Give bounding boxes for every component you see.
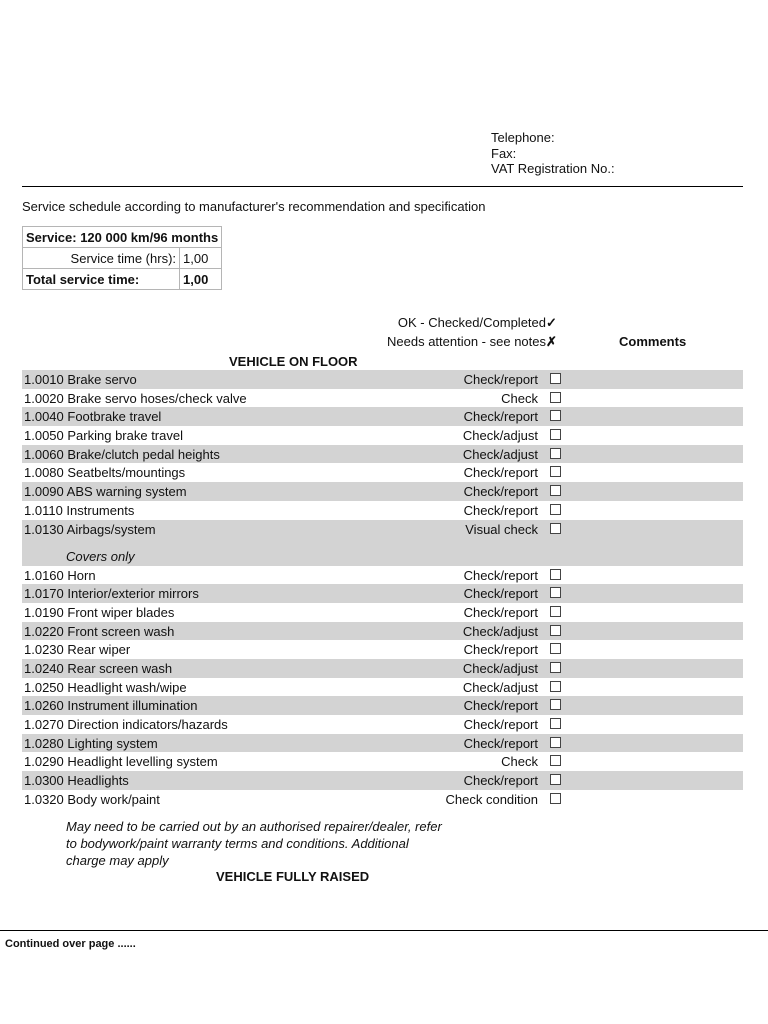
checklist-row [22, 501, 743, 520]
checkbox[interactable] [550, 504, 561, 515]
checklist-item-label: 1.0050 Parking brake travel [24, 428, 183, 444]
checkbox[interactable] [550, 569, 561, 580]
checklist-action: Check/report [463, 567, 538, 583]
service-time-label: Service time (hrs): [23, 248, 180, 269]
checkbox[interactable] [550, 523, 561, 534]
checklist-action: Check/report [463, 409, 538, 425]
telephone-label: Telephone: [491, 130, 555, 145]
checklist-item-label: 1.0270 Direction indicators/hazards [24, 717, 228, 732]
bodywork-note-line: to bodywork/paint warranty terms and conditions. Additional [66, 836, 409, 851]
bodywork-note-line: May need to be carried out by an authorised repairer/dealer, refer [66, 819, 442, 834]
checklist-item-label: 1.0160 Horn [24, 567, 96, 583]
checkmark-icon: ✓ [546, 315, 557, 330]
checklist-action: Check/adjust [462, 660, 538, 676]
checklist-row [22, 752, 743, 771]
checklist-action: Check/report [463, 773, 538, 789]
checklist-item-label: 1.0250 Headlight wash/wipe [24, 679, 187, 695]
checklist-item-label: 1.0090 ABS warning system [24, 484, 187, 500]
legend-ok [398, 315, 562, 331]
checklist-action: Check/adjust [462, 623, 538, 639]
checklist-row [22, 426, 743, 445]
checkbox[interactable] [550, 373, 561, 384]
checklist-row [22, 389, 743, 408]
checkbox[interactable] [550, 681, 561, 692]
checklist-row [22, 584, 743, 603]
bodywork-note [66, 818, 442, 869]
bodywork-note-line: charge may apply [66, 853, 169, 868]
checklist-action: Check/adjust [462, 679, 538, 695]
checklist-item-label: 1.0190 Front wiper blades [24, 604, 175, 620]
footer-divider [0, 930, 768, 931]
checkbox[interactable] [550, 429, 561, 440]
checklist-item-label: 1.0320 Body work/paint [24, 791, 160, 807]
checklist-row [22, 678, 743, 697]
total-service-time-label: Total service time: [23, 269, 180, 290]
checklist-row [22, 715, 743, 734]
legend-attention-label: Needs attention - see notes [387, 334, 546, 349]
checklist-row [22, 734, 743, 753]
checkbox[interactable] [550, 699, 561, 710]
checklist-action: Check/report [463, 698, 538, 714]
intro-text: Service schedule according to manufacturer's recommendation and specification [22, 199, 486, 214]
checklist-item-label: 1.0040 Footbrake travel [24, 409, 162, 425]
checkbox[interactable] [550, 606, 561, 617]
checklist-action: Check/report [463, 735, 538, 751]
checklist-action: Check/report [463, 586, 538, 602]
checklist-action: Check/report [463, 465, 538, 481]
checklist-row [22, 566, 743, 585]
checkbox[interactable] [550, 485, 561, 496]
checklist-row [22, 482, 743, 501]
checkbox[interactable] [550, 737, 561, 748]
checklist-row [22, 622, 743, 641]
checklist-row [22, 520, 743, 566]
checkbox[interactable] [550, 410, 561, 421]
checkbox[interactable] [550, 793, 561, 804]
service-summary-table [22, 226, 222, 290]
checkbox[interactable] [550, 755, 561, 766]
checklist-item-label: 1.0240 Rear screen wash [24, 660, 173, 676]
section-vehicle-fully-raised: VEHICLE FULLY RAISED [216, 869, 370, 884]
checklist-item-label: 1.0110 Instruments [24, 502, 135, 518]
checklist-item-label: 1.0020 Brake servo hoses/check valve [24, 390, 247, 406]
checklist-row [22, 445, 743, 464]
checklist-row [22, 640, 743, 659]
checkbox[interactable] [550, 625, 561, 636]
continued-note: Continued over page ...... [5, 938, 136, 950]
checklist-action: Check condition [445, 791, 538, 807]
comments-header: Comments [619, 334, 687, 349]
checklist-action: Check/report [463, 484, 538, 500]
checklist-item-note: Covers only [66, 548, 135, 564]
checklist-action: Check/report [463, 604, 538, 620]
checkbox[interactable] [550, 643, 561, 654]
checklist-item-label: 1.0260 Instrument illumination [24, 698, 198, 714]
checklist-row [22, 696, 743, 715]
service-time-value: 1,00 [180, 248, 222, 269]
checkbox[interactable] [550, 662, 561, 673]
checklist-item-label: 1.0220 Front screen wash [24, 623, 175, 639]
checklist-item-label: 1.0290 Headlight levelling system [24, 754, 218, 770]
checklist-item-label: 1.0080 Seatbelts/mountings [24, 465, 186, 481]
service-title: Service: 120 000 km/96 months [23, 227, 222, 248]
checklist-item-label: 1.0060 Brake/clutch pedal heights [24, 446, 220, 462]
checklist-item-label: 1.0010 Brake servo [24, 372, 137, 387]
checklist-action: Visual check [465, 521, 538, 537]
checklist-item-label: 1.0130 Airbags/system [24, 521, 156, 537]
checklist-action: Check/report [463, 372, 538, 387]
checklist-row [22, 603, 743, 622]
checkbox[interactable] [550, 718, 561, 729]
checklist-item-label: 1.0280 Lighting system [24, 735, 158, 751]
vat-registration-label: VAT Registration No.: [491, 161, 615, 176]
checklist-action: Check/adjust [462, 428, 538, 444]
checklist-action: Check/report [463, 717, 538, 732]
checklist-action: Check/report [463, 502, 538, 518]
checklist-action: Check/report [463, 642, 538, 658]
checklist-action: Check/adjust [462, 446, 538, 462]
checkbox[interactable] [550, 448, 561, 459]
contact-block [491, 130, 615, 177]
checklist-action: Check [501, 754, 538, 770]
fax-label: Fax: [491, 145, 517, 161]
header-divider [22, 186, 743, 187]
checklist-item-label: 1.0230 Rear wiper [24, 642, 131, 658]
checklist-row [22, 407, 743, 426]
checkbox[interactable] [550, 774, 561, 785]
total-service-time-value: 1,00 [180, 269, 222, 290]
cross-icon: ✗ [546, 334, 557, 349]
checklist-row [22, 790, 743, 809]
checkbox[interactable] [550, 466, 561, 477]
checklist-item-label: 1.0170 Interior/exterior mirrors [24, 586, 199, 602]
checklist [22, 370, 743, 808]
checkbox[interactable] [550, 587, 561, 598]
legend-ok-label: OK - Checked/Completed [397, 315, 546, 330]
checklist-row [22, 771, 743, 790]
checklist-row [22, 463, 743, 482]
checklist-row [22, 659, 743, 678]
checklist-row [22, 370, 743, 389]
checklist-action: Check [501, 390, 538, 406]
legend-needs-attention [387, 334, 562, 350]
section-vehicle-on-floor: VEHICLE ON FLOOR [229, 354, 358, 369]
checkbox[interactable] [550, 392, 561, 403]
checklist-item-label: 1.0300 Headlights [24, 773, 129, 789]
